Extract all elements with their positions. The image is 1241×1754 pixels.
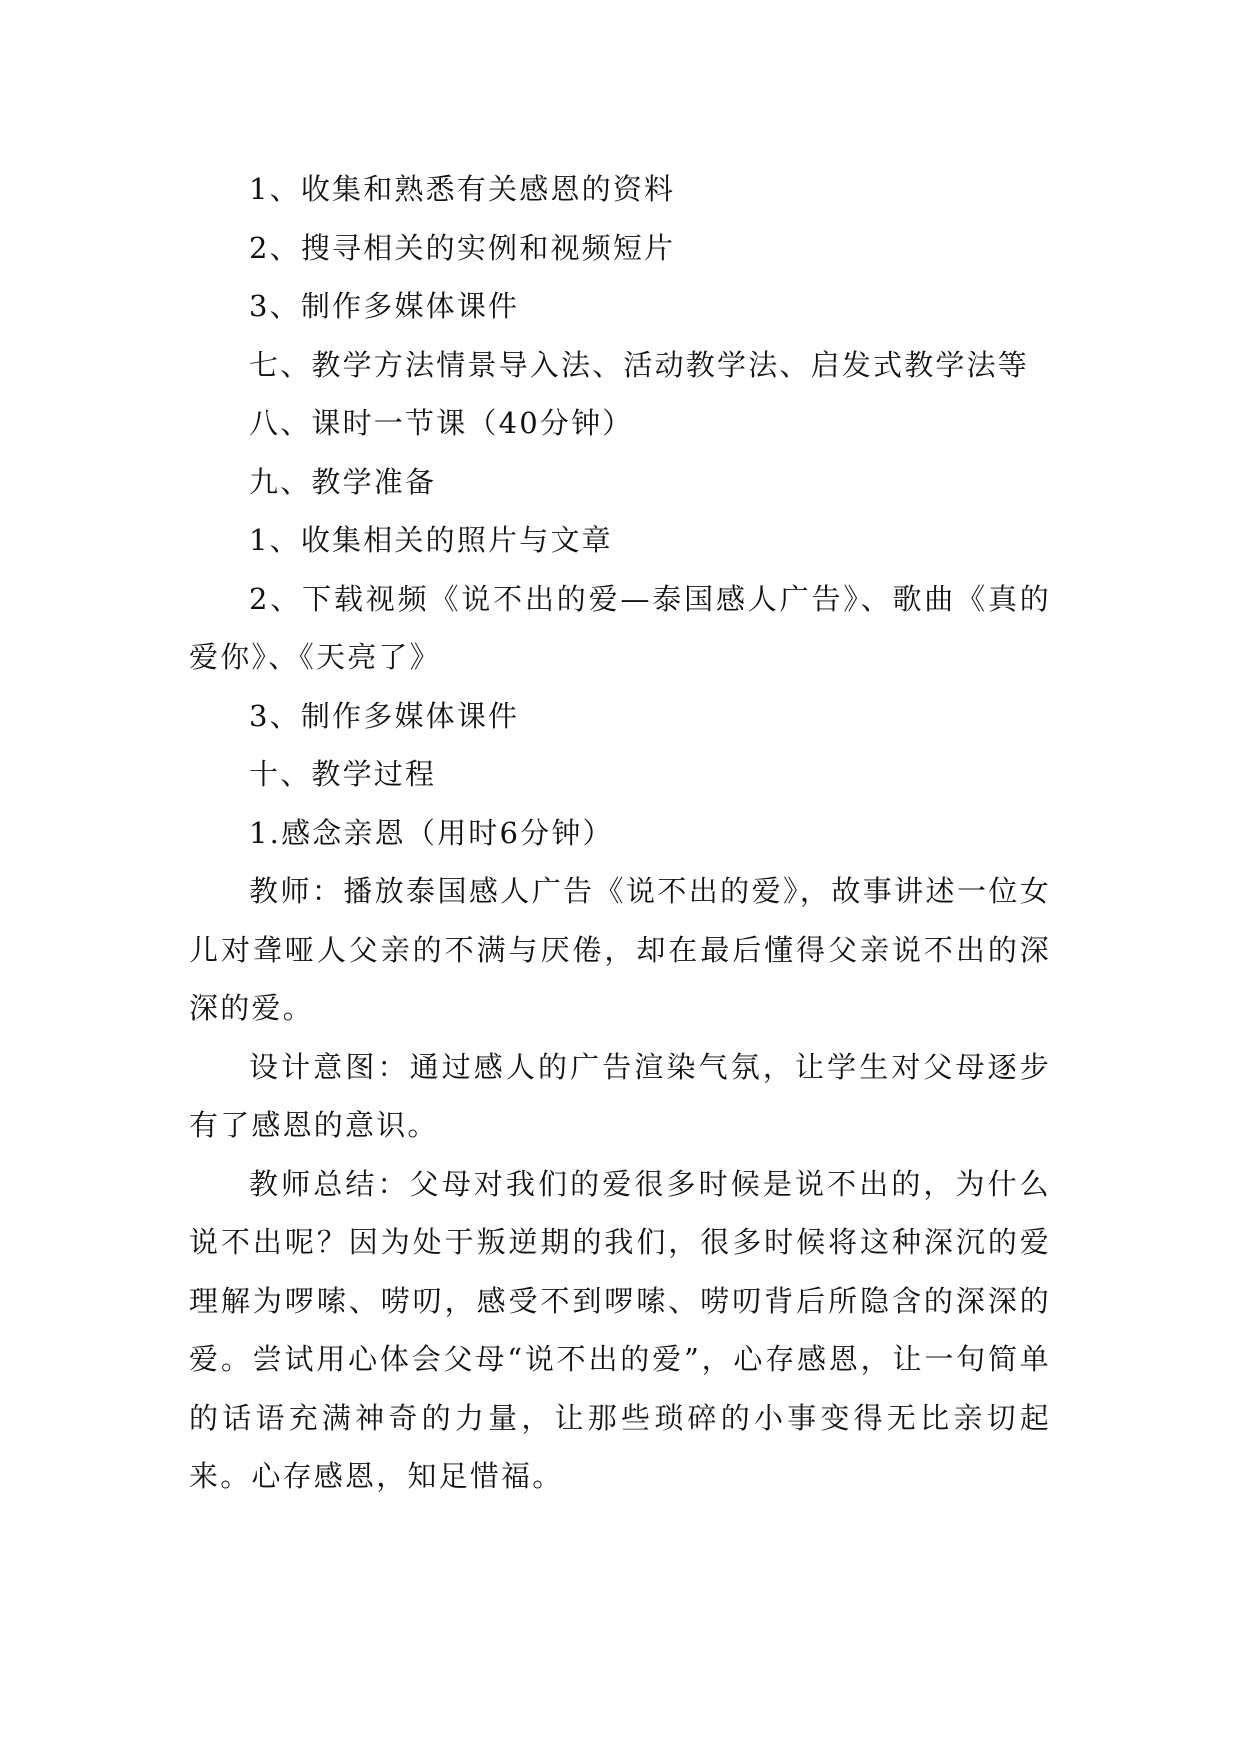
list-item-collect-photos: 1、收集相关的照片与文章 [249,523,613,557]
section-class-hours: 八、课时一节课（40分钟） [249,406,634,440]
section-teaching-process: 十、教学过程 [249,757,437,791]
paragraph-teacher-summary: 教师总结：父母对我们的爱很多时候是说不出的，为什么说不出呢？因为处于叛逆期的我们，很多时候将这种深沉的爱理解为啰嗦、唠叨，感受不到啰嗦、唠叨背后所隐含的深深的爱。尝试用心体会父母“说不出的爱”，心存感恩，让一句简单的话语充满神奇的力量，让那些琐碎的小事变得无比亲切起来。心存感恩，知足惜福。 [189,1166,1051,1493]
list-item-collect-materials: 1、收集和熟悉有关感恩的资料 [249,172,676,206]
document-body [189,160,1051,1506]
list-item-make-courseware-2: 3、制作多媒体课件 [249,698,520,733]
subsection-gratitude-to-parents: 1.感念亲恩（用时6分钟） [249,815,614,850]
section-teaching-preparation: 九、教学准备 [249,464,437,499]
paragraph-design-intent: 设计意图：通过感人的广告渲染气氛，让学生对父母逐步有了感恩的意识。 [189,1049,1051,1142]
section-teaching-methods: 七、教学方法情景导入法、活动教学法、启发式教学法等 [249,347,1030,382]
paragraph-teacher-video: 教师：播放泰国感人广告《说不出的爱》，故事讲述一位女儿对聋哑人父亲的不满与厌倦，却在最后懂得父亲说不出的深深的爱。 [189,874,1051,1025]
list-item-search-examples: 2、搜寻相关的实例和视频短片 [249,230,676,265]
list-item-make-courseware: 3、制作多媒体课件 [249,289,520,323]
list-item-download-media: 2、下载视频《说不出的爱—泰国感人广告》、歌曲《真的爱你》、《天亮了》 [189,581,1051,674]
